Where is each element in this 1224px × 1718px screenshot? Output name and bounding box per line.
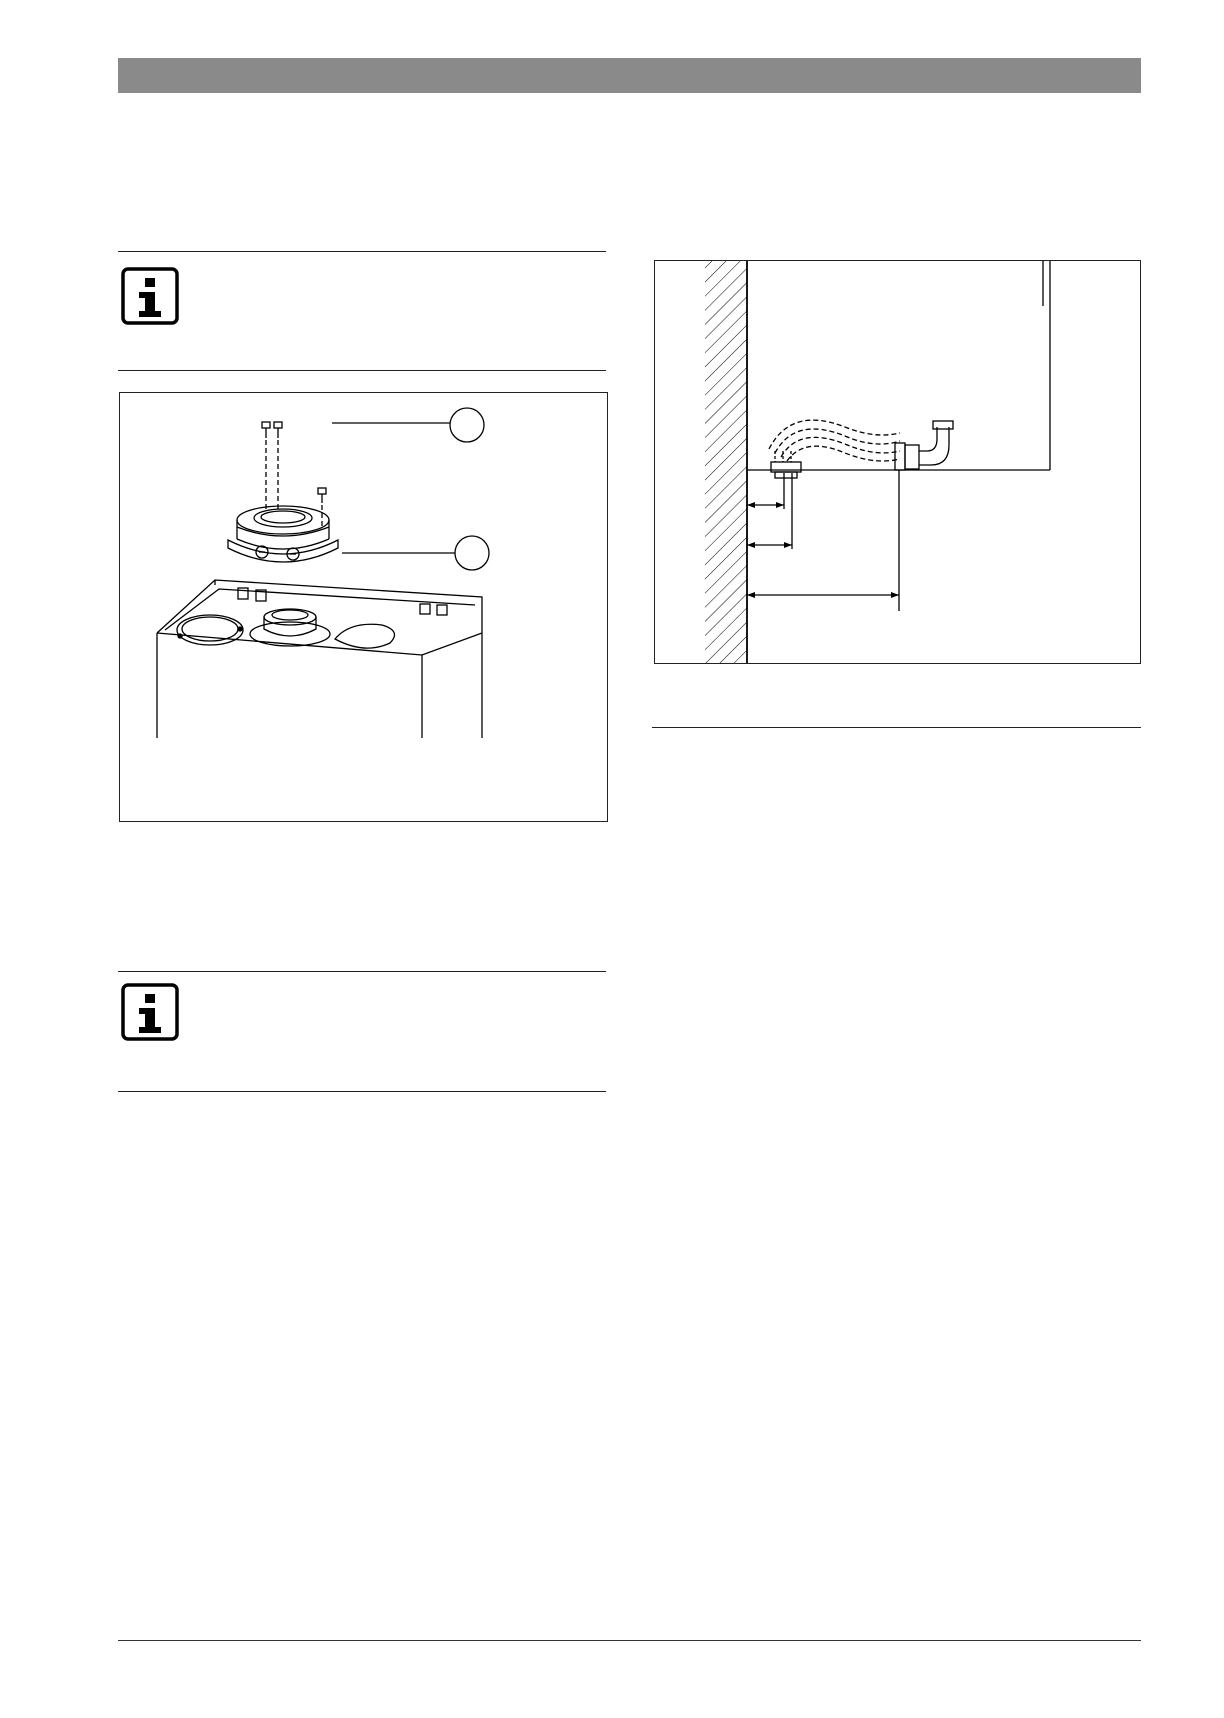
figure-caption-rule bbox=[652, 727, 1141, 728]
footer-rule bbox=[118, 1640, 1141, 1641]
screw-icon bbox=[262, 422, 270, 438]
note-bottom-rule bbox=[118, 1091, 606, 1092]
figure-flue-clearance bbox=[654, 260, 1141, 664]
flue-adaptor-drawing bbox=[120, 393, 607, 821]
header-bar bbox=[118, 58, 1141, 93]
note-top-rule bbox=[118, 251, 606, 252]
screw-icon bbox=[274, 422, 282, 438]
flue-clearance-drawing bbox=[655, 261, 1140, 663]
wall-hatch bbox=[705, 261, 747, 663]
note-bottom-rule bbox=[118, 370, 606, 371]
info-icon bbox=[121, 267, 179, 325]
info-icon bbox=[121, 983, 179, 1041]
figure-flue-adaptor bbox=[119, 392, 608, 822]
screw-icon bbox=[318, 488, 326, 503]
note-top-rule bbox=[118, 971, 606, 972]
